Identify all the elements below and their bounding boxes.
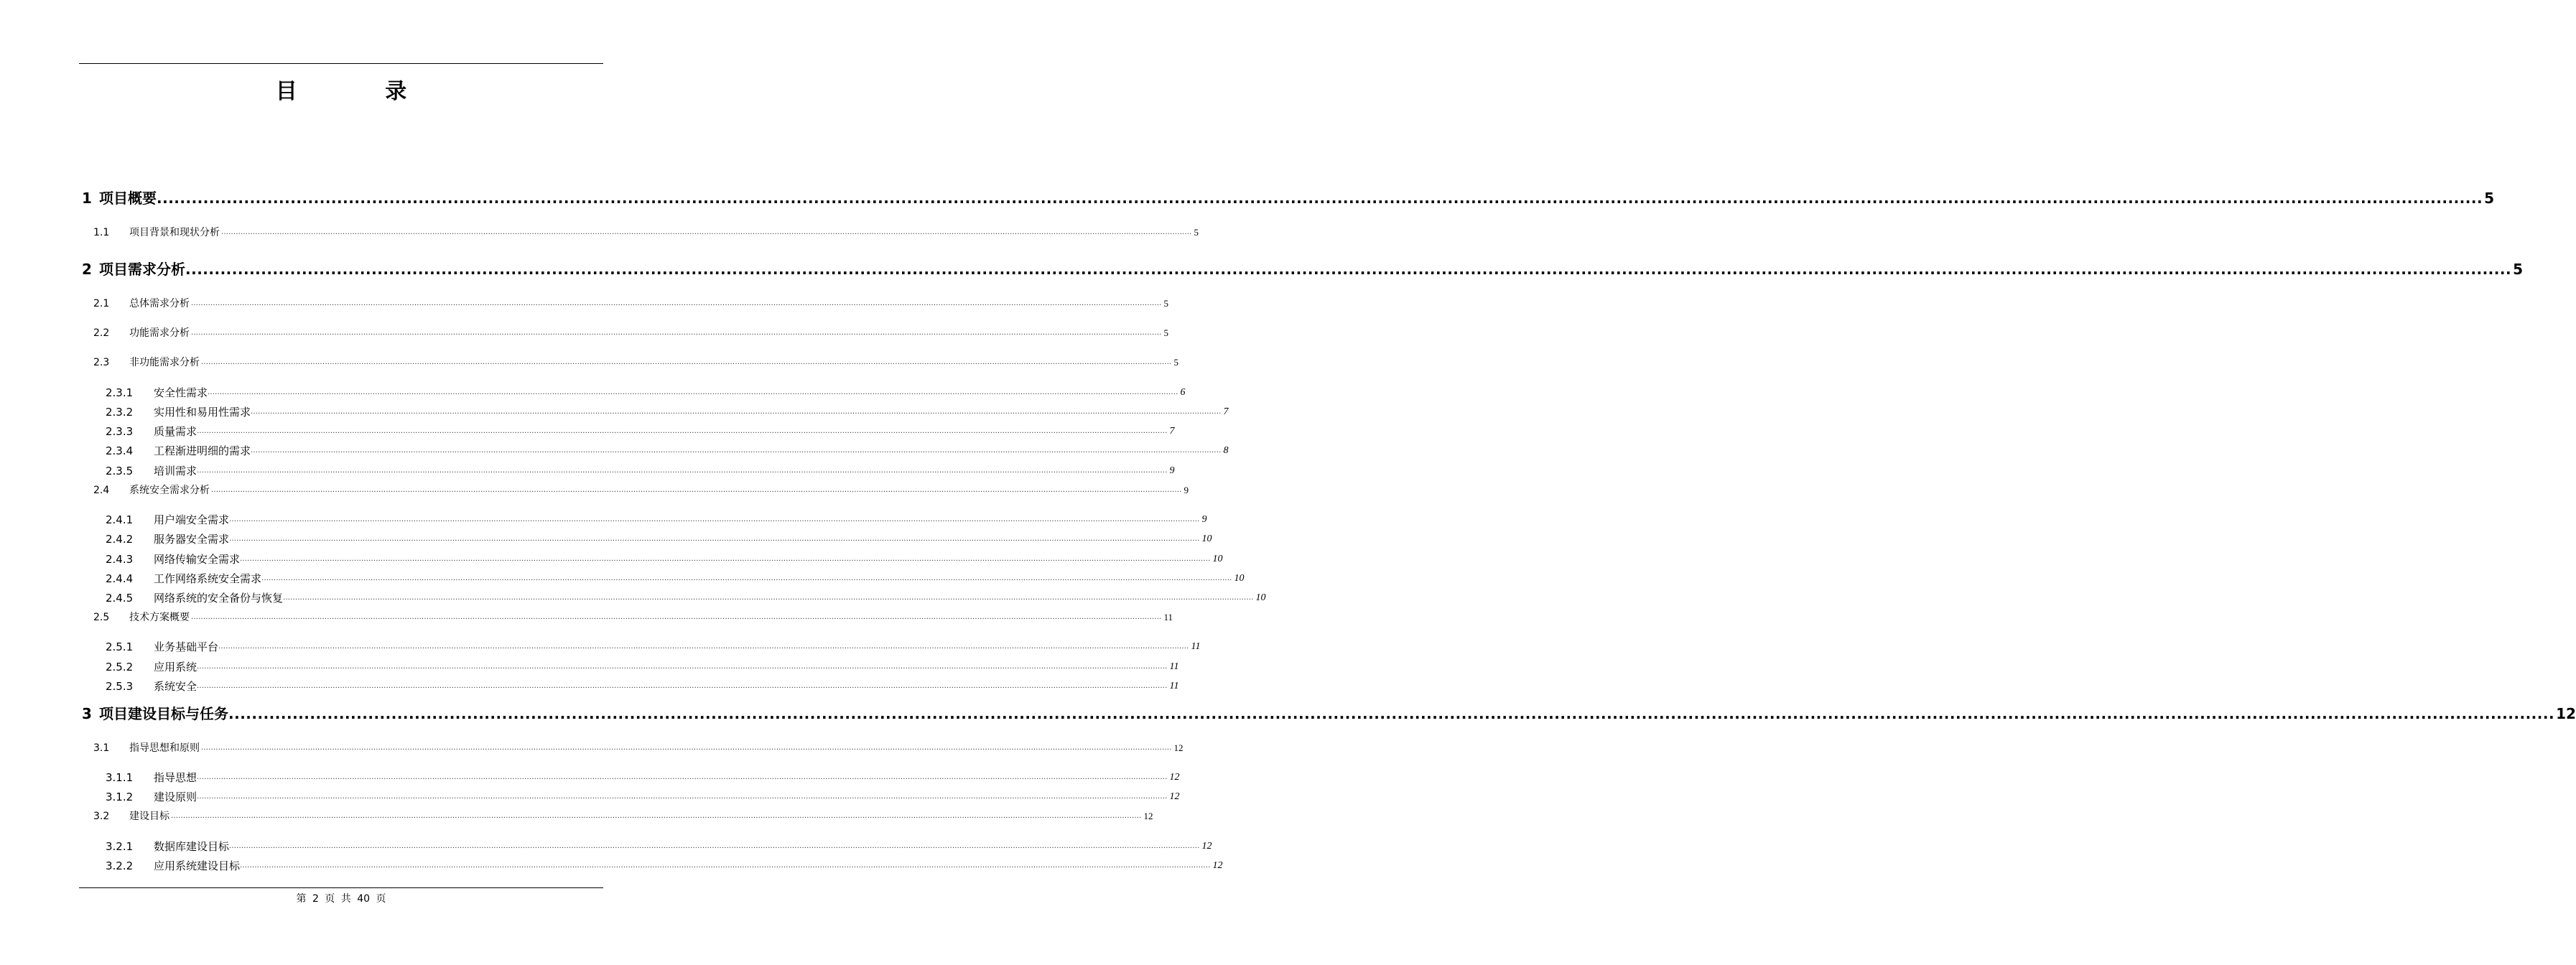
toc-entry[interactable]	[106, 770, 1180, 785]
toc-dot-leader: ................................................................................................................................................................................................................................................................................................................................................................................................................	[211, 486, 1182, 494]
toc-entry-number: 2.3.3	[106, 425, 134, 438]
toc-entry-title: 培训需求	[154, 465, 197, 477]
toc-entry-number: 2.3.4	[106, 444, 134, 457]
page-title: 目 录	[275, 79, 447, 104]
toc-dot-leader: ................................................................................................................................................................................................................................................................................................................................................................................................................	[197, 427, 1168, 435]
toc-entry[interactable]	[106, 531, 1212, 547]
toc-entry-number: 2.5.1	[106, 640, 134, 653]
toc-entry-page: 10	[1255, 592, 1266, 603]
toc-entry-number: 3.1.2	[106, 791, 134, 803]
toc-entry-title: 实用性和易用性需求	[154, 406, 251, 419]
toc-entry[interactable]	[106, 512, 1207, 528]
toc-dot-leader: ................................................................................................................................................................................................................................................................................................................................................................................................................	[228, 705, 2555, 722]
toc-entry[interactable]	[106, 404, 1229, 420]
toc-entry-number: 3.1	[93, 742, 110, 754]
toc-entry-number: 1.1	[93, 227, 110, 238]
toc-entry-number: 3.2.2	[106, 859, 134, 872]
toc-entry-title: 项目概要	[99, 190, 157, 207]
toc-dot-leader: ................................................................................................................................................................................................................................................................................................................................................................................................................	[221, 228, 1192, 236]
toc-entry-page: 11	[1163, 612, 1173, 623]
toc-entry-number: 2.2	[93, 327, 110, 339]
toc-entry-title: 用户端安全需求	[154, 513, 230, 526]
toc-entry-number: 2.4.1	[106, 513, 134, 526]
toc-entry-title: 服务器安全需求	[154, 533, 230, 546]
toc-entry-number: 2.3.2	[106, 406, 134, 419]
toc-dot-leader: ................................................................................................................................................................................................................................................................................................................................................................................................................	[201, 744, 1172, 752]
toc-entry-number: 2.3	[93, 357, 110, 368]
toc-entry-number: 2.5.2	[106, 661, 134, 673]
toc-entry-page: 5	[1173, 357, 1178, 368]
toc-entry-title: 功能需求分析	[129, 327, 190, 339]
toc-dot-leader: ................................................................................................................................................................................................................................................................................................................................................................................................................	[201, 358, 1172, 366]
toc-entry-title: 总体需求分析	[129, 298, 190, 309]
toc-entry-page: 5	[2513, 261, 2523, 278]
toc-entry[interactable]	[93, 483, 1189, 498]
toc-entry-page: 10	[1212, 554, 1223, 564]
toc-dot-leader: ................................................................................................................................................................................................................................................................................................................................................................................................................	[191, 329, 1162, 337]
toc-dot-leader: ................................................................................................................................................................................................................................................................................................................................................................................................................	[197, 773, 1168, 781]
toc-entry-number: 2.3.5	[106, 465, 134, 477]
toc-entry-page: 12	[1169, 772, 1180, 783]
toc-entry-number: 2.4.2	[106, 533, 134, 546]
toc-entry[interactable]	[106, 424, 1175, 439]
toc-entry-page: 5	[1194, 227, 1199, 238]
toc-entry-title: 网络传输安全需求	[154, 553, 241, 566]
toc-dot-leader: ................................................................................................................................................................................................................................................................................................................................................................................................................	[218, 643, 1189, 651]
toc-entry[interactable]	[93, 297, 1168, 311]
toc-entry-page: 5	[2484, 190, 2494, 207]
toc-entry-title: 非功能需求分析	[129, 357, 200, 368]
toc-entry-title: 建设目标	[129, 811, 169, 822]
toc-entry[interactable]	[93, 741, 1184, 755]
toc-entry-title: 项目建设目标与任务	[99, 705, 228, 722]
toc-entry-page: 12	[1173, 742, 1184, 753]
toc-entry-number: 2.4.4	[106, 572, 134, 585]
toc-entry[interactable]	[106, 590, 1266, 606]
toc-entry-page: 5	[1163, 298, 1168, 309]
toc-entry-page: 12	[2556, 705, 2576, 722]
toc-entry-title: 安全性需求	[154, 386, 208, 399]
toc-dot-leader: ................................................................................................................................................................................................................................................................................................................................................................................................................	[157, 190, 2483, 207]
toc-entry[interactable]	[82, 259, 2523, 279]
toc-entry-title: 建设原则	[154, 791, 197, 803]
toc-entry-page: 10	[1234, 573, 1245, 584]
toc-entry-title: 应用系统建设目标	[154, 859, 241, 872]
toc-entry-number: 3	[82, 705, 92, 722]
toc-entry[interactable]	[93, 326, 1168, 340]
footer-rule	[79, 887, 603, 888]
toc-entry-number: 2.5	[93, 612, 110, 623]
toc-dot-leader: ................................................................................................................................................................................................................................................................................................................................................................................................................	[197, 682, 1168, 690]
toc-entry-page: 11	[1191, 641, 1201, 652]
toc-entry-title: 指导思想和原则	[129, 742, 200, 754]
toc-entry-number: 2.1	[93, 298, 110, 309]
toc-entry[interactable]	[93, 610, 1173, 625]
toc-entry[interactable]	[106, 659, 1179, 675]
toc-entry-title: 系统安全	[154, 680, 197, 693]
toc-entry-title: 业务基础平台	[154, 640, 219, 653]
toc-dot-leader: ................................................................................................................................................................................................................................................................................................................................................................................................................	[229, 842, 1200, 850]
toc-entry-number: 3.2	[93, 811, 110, 822]
toc-entry-number: 3.2.1	[106, 840, 134, 853]
toc-dot-leader: ................................................................................................................................................................................................................................................................................................................................................................................................................	[283, 594, 1254, 602]
toc-dot-leader: ................................................................................................................................................................................................................................................................................................................................................................................................................	[240, 862, 1211, 870]
toc-entry-page: 9	[1201, 514, 1207, 525]
toc-entry-page: 12	[1201, 841, 1212, 852]
toc-entry-page: 6	[1180, 387, 1186, 398]
toc-entry-number: 3.1.1	[106, 771, 134, 784]
toc-entry[interactable]	[93, 225, 1199, 240]
toc-entry[interactable]	[106, 858, 1223, 874]
toc-entry-number: 2	[82, 261, 92, 278]
toc-entry-title: 项目需求分析	[99, 261, 185, 278]
toc-dot-leader: ................................................................................................................................................................................................................................................................................................................................................................................................................	[229, 516, 1200, 523]
toc-entry[interactable]	[93, 809, 1153, 824]
toc-dot-leader: ................................................................................................................................................................................................................................................................................................................................................................................................................	[191, 299, 1162, 307]
toc-entry[interactable]	[106, 443, 1229, 459]
toc-dot-leader: ................................................................................................................................................................................................................................................................................................................................................................................................................	[197, 663, 1168, 671]
toc-entry[interactable]	[106, 679, 1179, 694]
toc-dot-leader: ................................................................................................................................................................................................................................................................................................................................................................................................................	[197, 793, 1168, 801]
toc-entry[interactable]	[106, 639, 1201, 655]
toc-entry-page: 8	[1223, 445, 1229, 456]
page-footer: 第 2 页 共 40 页	[296, 893, 386, 905]
toc-entry-title: 质量需求	[154, 425, 197, 438]
toc-dot-leader: ................................................................................................................................................................................................................................................................................................................................................................................................................	[261, 574, 1232, 582]
toc-entry-page: 10	[1201, 533, 1212, 544]
toc-entry-page: 7	[1223, 406, 1229, 417]
toc-entry-number: 1	[82, 190, 92, 207]
toc-entry[interactable]	[106, 551, 1223, 567]
toc-entry-title: 技术方案概要	[129, 612, 190, 623]
toc-dot-leader: ................................................................................................................................................................................................................................................................................................................................................................................................................	[197, 467, 1168, 475]
toc-entry-number: 2.4	[93, 485, 110, 496]
toc-dot-leader: ................................................................................................................................................................................................................................................................................................................................................................................................................	[208, 388, 1178, 396]
toc-dot-leader: ................................................................................................................................................................................................................................................................................................................................................................................................................	[191, 613, 1162, 621]
toc-dot-leader: ................................................................................................................................................................................................................................................................................................................................................................................................................	[229, 535, 1200, 543]
toc-entry-number: 2.4.5	[106, 592, 134, 605]
toc-entry-title: 指导思想	[154, 771, 197, 784]
toc-entry[interactable]	[106, 571, 1245, 587]
toc-entry-title: 数据库建设目标	[154, 840, 230, 853]
toc-dot-leader: ................................................................................................................................................................................................................................................................................................................................................................................................................	[171, 812, 1142, 820]
toc-entry[interactable]	[106, 789, 1180, 805]
toc-entry-title: 系统安全需求分析	[129, 485, 210, 496]
toc-entry-page: 12	[1212, 860, 1223, 871]
toc-entry-page: 5	[1163, 327, 1168, 338]
toc-entry[interactable]	[93, 355, 1178, 370]
toc-entry-page: 12	[1143, 811, 1153, 821]
toc-entry-title: 网络系统的安全备份与恢复	[154, 592, 284, 605]
toc-entry-page: 12	[1169, 791, 1180, 802]
toc-entry-title: 工程渐进明细的需求	[154, 444, 251, 457]
toc-entry-page: 9	[1169, 465, 1175, 476]
toc-entry-title: 工作网络系统安全需求	[154, 572, 262, 585]
toc-dot-leader: ................................................................................................................................................................................................................................................................................................................................................................................................................	[251, 408, 1222, 416]
toc-entry-page: 7	[1169, 426, 1175, 437]
toc-dot-leader: ................................................................................................................................................................................................................................................................................................................................................................................................................	[251, 447, 1222, 454]
toc-entry[interactable]	[106, 839, 1212, 854]
toc-entry-page: 9	[1184, 485, 1189, 495]
toc-entry-title: 项目背景和现状分析	[129, 227, 220, 238]
toc-dot-leader: ................................................................................................................................................................................................................................................................................................................................................................................................................	[185, 261, 2512, 278]
toc-entry-number: 2.3.1	[106, 386, 134, 399]
toc-entry[interactable]	[106, 463, 1175, 479]
toc-entry[interactable]	[106, 385, 1186, 401]
toc-dot-leader: ................................................................................................................................................................................................................................................................................................................................................................................................................	[240, 555, 1211, 563]
toc-entry[interactable]	[82, 704, 2576, 724]
toc-entry[interactable]	[82, 188, 2494, 208]
toc-entry-number: 2.4.3	[106, 553, 134, 566]
toc-entry-page: 11	[1169, 661, 1179, 672]
toc-entry-title: 应用系统	[154, 661, 197, 673]
toc-entry-number: 2.5.3	[106, 680, 134, 693]
toc-entry-page: 11	[1169, 681, 1179, 691]
